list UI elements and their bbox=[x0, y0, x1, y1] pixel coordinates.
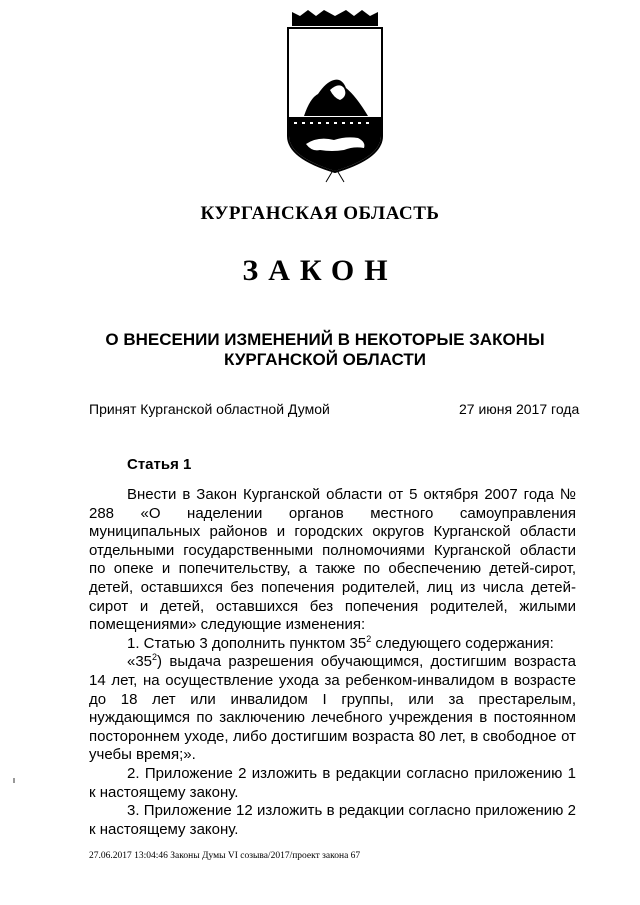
article-body bbox=[89, 486, 576, 839]
article-intro: Внести в Закон Курганской области от 5 октября 2007 года № 288 «О наделении органов местного самоуправления муниципальных районов и городских округов Курганской области отдельными государственными полномочиями Курганской области по опеке и попечительству, а также по обеспечению детей-сирот, детей, оставшихся без попечения родителей, лиц из числа детей-сирот и детей, оставшихся без попечения родителей, жилыми помещениями» следующие изменения: bbox=[89, 486, 576, 634]
item-1-superscript: 2 bbox=[366, 633, 372, 644]
law-title-line-2: КУРГАНСКОЙ ОБЛАСТИ bbox=[224, 350, 426, 369]
item-1-prefix: 1. Статью 3 дополнить пунктом 35 bbox=[127, 634, 367, 652]
law-title-line-1: О ВНЕСЕНИИ ИЗМЕНЕНИЙ В НЕКОТОРЫЕ ЗАКОНЫ bbox=[105, 330, 545, 349]
article-item-3: 3. Приложение 12 изложить в редакции согласно приложению 2 к настоящему закону. bbox=[89, 802, 576, 838]
adoption-date: 27 июня 2017 года bbox=[459, 401, 580, 417]
kurgan-coat-of-arms-icon bbox=[284, 8, 386, 184]
region-name: КУРГАНСКАЯ ОБЛАСТЬ bbox=[200, 203, 440, 224]
footer-path: 27.06.2017 13:04:46 Законы Думы VI созыва/2017/проект закона 67 bbox=[89, 851, 361, 861]
quote-suffix: ) выдача разрешения обучающимся, достигшим возраста 14 лет, на осуществление ухода за ребенком-инвалидом в возрасте до 18 лет или инвалидом I группы, или за престарелым, нуждающимся по заключению лечебного учреждения в постоянном постороннем уходе, либо достигшим возраста 80 лет, в свободное от учебы время;». bbox=[89, 653, 576, 764]
article-item-1 bbox=[89, 635, 576, 654]
margin-mark bbox=[13, 778, 15, 783]
item-1-suffix: следующего содержания: bbox=[371, 634, 554, 652]
article-quote bbox=[89, 653, 576, 765]
adopted-by: Принят Курганской областной Думой bbox=[89, 401, 330, 417]
article-heading: Статья 1 bbox=[127, 456, 192, 473]
quote-superscript: 2 bbox=[152, 652, 158, 663]
quote-prefix: «35 bbox=[127, 653, 153, 671]
article-item-2: 2. Приложение 2 изложить в редакции согласно приложению 1 к настоящему закону. bbox=[89, 764, 576, 801]
law-title bbox=[60, 330, 590, 370]
document-type: ЗАКОН bbox=[242, 254, 398, 287]
